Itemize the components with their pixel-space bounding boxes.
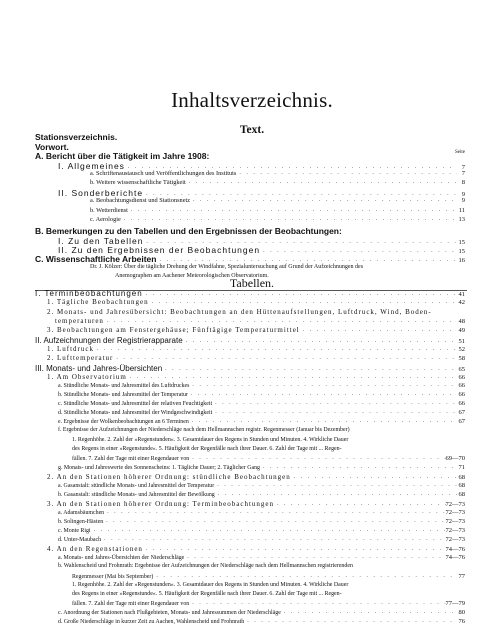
toc-page-number: 42 [458, 299, 465, 306]
toc-entry [47, 326, 465, 334]
toc-page-number: 15 [458, 248, 465, 255]
toc-entry-label: b. Weitere wissenschaftliche Tätigkeit [90, 179, 186, 186]
toc-page-number: 66 [458, 382, 465, 389]
toc-entry-label: b. Stündliche Monats- und Jahresmittel der Temperatur [58, 392, 188, 398]
tables-section-heading: Tabellen. [229, 276, 275, 290]
toc-entry [58, 554, 465, 561]
toc-entry [47, 500, 465, 508]
page-title: Inhaltsverzeichnis. [171, 88, 333, 112]
toc-entry-label: a. Beobachtungsdienst und Stationsnetz [90, 197, 191, 204]
text-section-heading: Text. [239, 124, 265, 136]
toc-entry-label: 3. Beobachtungen am Fenstergehäuse; Fünftägige Temperaturmittel [47, 326, 300, 334]
dot-leader [91, 527, 446, 534]
toc-page-number: 16 [458, 257, 465, 264]
dot-leader [121, 216, 457, 223]
toc-entry-label: d. Unter-Maubach [58, 537, 102, 543]
toc-entry [58, 563, 353, 569]
toc-entry [35, 151, 209, 161]
toc-entry-label: f. Ergebnisse der Aufzeichnungen der Niederschläge nach dem Hellmannschen registr. Regenmesser (Januar bis Dezember) [58, 427, 350, 433]
dot-leader [291, 474, 457, 481]
toc-entry-label: A. Bericht über die Tätigkeit im Jahre 1908: [35, 151, 210, 161]
toc-entry [58, 509, 465, 516]
toc-entry-label: c. Aerologie [90, 216, 121, 223]
dot-leader [113, 355, 457, 362]
toc-entry [90, 264, 363, 270]
toc-entry-label: g. Monats- und Jahreswerte des Sonnenscheins: 1. Tägliche Dauer; 2. Täglicher Gang [58, 465, 260, 471]
toc-entry-label: c. Anordnung der Stationen nach Flußgebieten, Monats- und Jahressummen der Niederschläge [58, 610, 281, 616]
dot-leader [274, 501, 445, 508]
toc-entry-label: 2. Lufttemperatur [47, 354, 114, 362]
toc-page-number: 72—73 [445, 527, 465, 534]
toc-entry [72, 455, 465, 462]
toc-entry-label: Regenmesser (Mai bis September) [72, 574, 154, 580]
toc-entry [47, 373, 465, 381]
toc-entry [90, 179, 465, 186]
toc-entry-label: a. Stündliche Monats- und Jahresmittel des Luftdruckes [58, 383, 190, 389]
toc-entry-label: b. Gasanstalt: stündliche Monats- und Jahresmittel der Bewölkung [58, 492, 215, 498]
toc-entry-label: 2. An den Stationen höherer Ordnung: stündliche Beobachtungen [47, 473, 291, 481]
toc-entry-label: a. Gasanstalt: stündliche Monats- und Jahresmittel der Temperatur [58, 483, 215, 489]
dot-leader [214, 482, 457, 489]
toc-entry-label: 1. Regenhöhe. 2. Zahl der »Regenstunden«. 3. Gesamtdauer des Regens in Stunden und Minuten. 4. Wirkliche Dauer [72, 437, 349, 443]
toc-page-number: 66 [458, 374, 465, 381]
toc-page-number: 80 [458, 609, 465, 616]
toc-page-number: 13 [458, 216, 465, 223]
toc-entry-label: 1. Luftdruck [47, 345, 94, 353]
toc-entry [90, 207, 465, 214]
toc-entry-label: II. Zu den Ergebnissen der Beobachtungen [58, 245, 261, 255]
toc-entry-label: fällen. 7. Zahl der Tage mit einer Regendauer von [72, 601, 190, 607]
dot-leader [186, 179, 457, 186]
dot-leader [149, 299, 457, 306]
toc-page-number: 77—79 [445, 600, 465, 607]
toc-page-number: 76 [458, 618, 465, 625]
dot-leader [189, 382, 457, 389]
toc-entry-label: b. Solingen-Hästen [58, 519, 104, 525]
toc-page-number: 65 [458, 366, 465, 373]
dot-leader [212, 409, 457, 416]
toc-entry [90, 216, 465, 223]
dot-leader [162, 366, 457, 373]
toc-page-number: 9 [461, 197, 465, 204]
toc-entry-label: 1. Regenhöhe. 2. Zahl der »Regenstunden«. 3. Gesamtdauer des Regens in Stunden und Minuten. 4. Wirkliche Dauer [72, 582, 349, 588]
toc-entry [72, 600, 465, 607]
toc-entry [58, 536, 465, 543]
toc-entry-label: a. Monats- und Jahres-Übersichten der Niederschläge [58, 555, 185, 561]
dot-leader [184, 554, 445, 561]
toc-entry [35, 336, 465, 345]
toc-page-number: 41 [458, 291, 465, 298]
toc-entry [35, 132, 117, 142]
dot-leader [183, 338, 457, 345]
dot-leader [236, 170, 457, 177]
toc-entry-label: II. Sonderberichte [58, 188, 144, 198]
toc-entry-label: des Regens in einer »Regenstunde«. 5. Häufigkeit der Regenfälle nach ihrer Dauer. 6. Zahl der Tage mit ... Regen- [72, 446, 342, 452]
toc-entry-label: 4. An den Regenstationen [47, 545, 143, 553]
toc-entry [90, 197, 465, 204]
dot-leader [94, 346, 457, 353]
toc-entry-label: Stationsverzeichnis. [35, 132, 118, 142]
toc-entry [58, 400, 465, 407]
dot-leader [127, 374, 457, 381]
toc-entry-label: 1. Am Observatorium [47, 373, 127, 381]
toc-page-number: 77 [458, 573, 465, 580]
toc-page-number: 11 [458, 207, 465, 214]
toc-entry [90, 170, 465, 177]
toc-entry [58, 464, 465, 471]
toc-page-number: 68 [458, 491, 465, 498]
toc-page-number: 7 [461, 170, 465, 177]
toc-page-number: 74—76 [445, 554, 465, 561]
toc-entry-label: d. Große Niederschläge in kurzer Zeit zu Aachen, Wahlenscheid und Frohnrath [58, 619, 245, 625]
toc-page-number: 74—76 [445, 546, 465, 553]
toc-entry-label: c. Stündliche Monats- und Jahresmittel der relativen Feuchtigkeit [58, 401, 213, 407]
dot-leader [281, 609, 457, 616]
toc-entry-label: B. Bemerkungen zu den Tabellen und den Ergebnissen der Beobachtungen: [35, 226, 342, 236]
toc-entry [35, 254, 465, 264]
toc-entry-label: II. Aufzeichnungen der Registrierapparate [35, 336, 183, 345]
toc-entry-label: c. Monte Rigi [58, 528, 91, 534]
toc-entry [58, 491, 465, 498]
dot-leader [156, 257, 457, 264]
dot-leader [189, 455, 445, 462]
toc-page-number: 67 [458, 418, 465, 425]
toc-page-number: 66 [458, 400, 465, 407]
toc-page-number: 52 [458, 346, 465, 353]
toc-entry [47, 308, 432, 316]
toc-page-number: 72—73 [445, 518, 465, 525]
toc-page-number: 66 [458, 391, 465, 398]
toc-entry-label: I. Zu den Tabellen [58, 236, 144, 246]
toc-page-number: 58 [458, 355, 465, 362]
toc-entry-label: Dr. J. Kölzer: Über die tägliche Drehung der Windfahne, Spezialuntersuchung auf Grund der Aufzeichnungen des [90, 264, 364, 270]
dot-leader [190, 197, 457, 204]
toc-entry-label: Anemographen am Aachener Meteorologischen Observatorium. [115, 273, 269, 279]
dot-leader [212, 400, 457, 407]
toc-page-number: 69—70 [445, 455, 465, 462]
dot-leader [143, 546, 446, 553]
toc-entry [58, 427, 350, 433]
dot-leader [143, 291, 457, 298]
toc-entry [72, 573, 465, 580]
dot-leader [103, 518, 445, 525]
toc-page-number: 49 [458, 327, 465, 334]
toc-entry [72, 591, 342, 597]
toc-entry-label: fällen. 7. Zahl der Tage mit einer Regendauer von [72, 456, 190, 462]
toc-page-number: 67 [458, 409, 465, 416]
toc-entry [47, 298, 465, 306]
toc-entry [55, 317, 465, 325]
toc-page-number: 8 [461, 179, 465, 186]
toc-entry [72, 582, 348, 588]
dot-leader [153, 573, 457, 580]
dot-leader [215, 491, 457, 498]
toc-entry [35, 364, 465, 373]
toc-entry [47, 473, 465, 481]
toc-entry-label: d. Stündliche Monats- und Jahresmittel der Windgeschwindigkeit [58, 410, 213, 416]
toc-entry-label: 1. Tägliche Beobachtungen [47, 298, 149, 306]
toc-entry [58, 518, 465, 525]
dot-leader [101, 536, 445, 543]
toc-entry [47, 345, 465, 353]
toc-entry [47, 545, 465, 553]
dot-leader [260, 464, 457, 471]
toc-page-number: 68 [458, 474, 465, 481]
toc-entry-label: 3. An den Stationen höherer Ordnung: Terminbeobachtungen [47, 500, 275, 508]
toc-page-number: 51 [458, 338, 465, 345]
toc-entry [58, 527, 465, 534]
toc-entry [58, 391, 465, 398]
toc-entry [35, 226, 342, 236]
dot-leader [104, 318, 457, 325]
toc-page-number: 68 [458, 482, 465, 489]
toc-entry [47, 354, 465, 362]
dot-leader [189, 600, 445, 607]
toc-entry [72, 446, 342, 452]
toc-page-number: 9 [461, 191, 465, 198]
toc-entry [58, 609, 465, 616]
toc-entry [58, 382, 465, 389]
toc-entry [58, 409, 465, 416]
toc-entry-label: C. Wissenschaftliche Arbeiten [35, 254, 157, 264]
toc-entry [72, 437, 348, 443]
toc-entry [58, 618, 465, 625]
toc-entry-label: a. Schriftenaustausch und Veröffentlichungen des Instituts [90, 170, 237, 177]
toc-entry [58, 418, 465, 425]
dot-leader [104, 509, 445, 516]
toc-entry [35, 289, 465, 298]
toc-page-number: 72—73 [445, 509, 465, 516]
toc-page-number: 7 [461, 164, 465, 171]
toc-page-number: 72—73 [445, 501, 465, 508]
toc-page-number: 48 [458, 318, 465, 325]
toc-entry-label: temperaturen [55, 317, 104, 325]
toc-entry-label: b. Wetterdienst [90, 207, 128, 214]
toc-page-number: 71 [458, 464, 465, 471]
toc-entry-label: III. Monats- und Jahres-Übersichten [35, 364, 163, 373]
toc-page-number: 72—73 [445, 536, 465, 543]
dot-leader [300, 327, 457, 334]
toc-entry-label: I. Allgemeines [58, 161, 125, 171]
dot-leader [188, 391, 457, 398]
dot-leader [128, 207, 457, 214]
dot-leader [244, 618, 457, 625]
toc-page-number: 15 [458, 239, 465, 246]
seite-column-label: Seite [455, 150, 465, 155]
toc-entry-label: a. Adamsbäumchen [58, 510, 105, 516]
toc-entry-label: e. Ergebnisse der Wolkenbeobachtungen an 6 Terminen [58, 419, 189, 425]
dot-leader [189, 418, 457, 425]
toc-entry-label: b. Wahlenscheid und Frohnrath: Ergebnisse der Aufzeichnungen der Niederschläge nach dem Hellmannschen registrierenden [58, 563, 353, 569]
toc-entry-label: des Regens in einer »Regenstunde«. 5. Häufigkeit der Regenfälle nach ihrer Dauer. 6. Zahl der Tage mit ... Regen- [72, 591, 342, 597]
toc-entry-label: I. Terminbeobachtungen [35, 289, 143, 298]
toc-entry-label: Vorwort. [35, 142, 69, 152]
toc-entry [58, 482, 465, 489]
toc-entry-label: 2. Monats- und Jahresübersicht: Beobachtungen an den Hüttenaufstellungen, Luftdruck, Wind, Boden- [47, 308, 432, 316]
